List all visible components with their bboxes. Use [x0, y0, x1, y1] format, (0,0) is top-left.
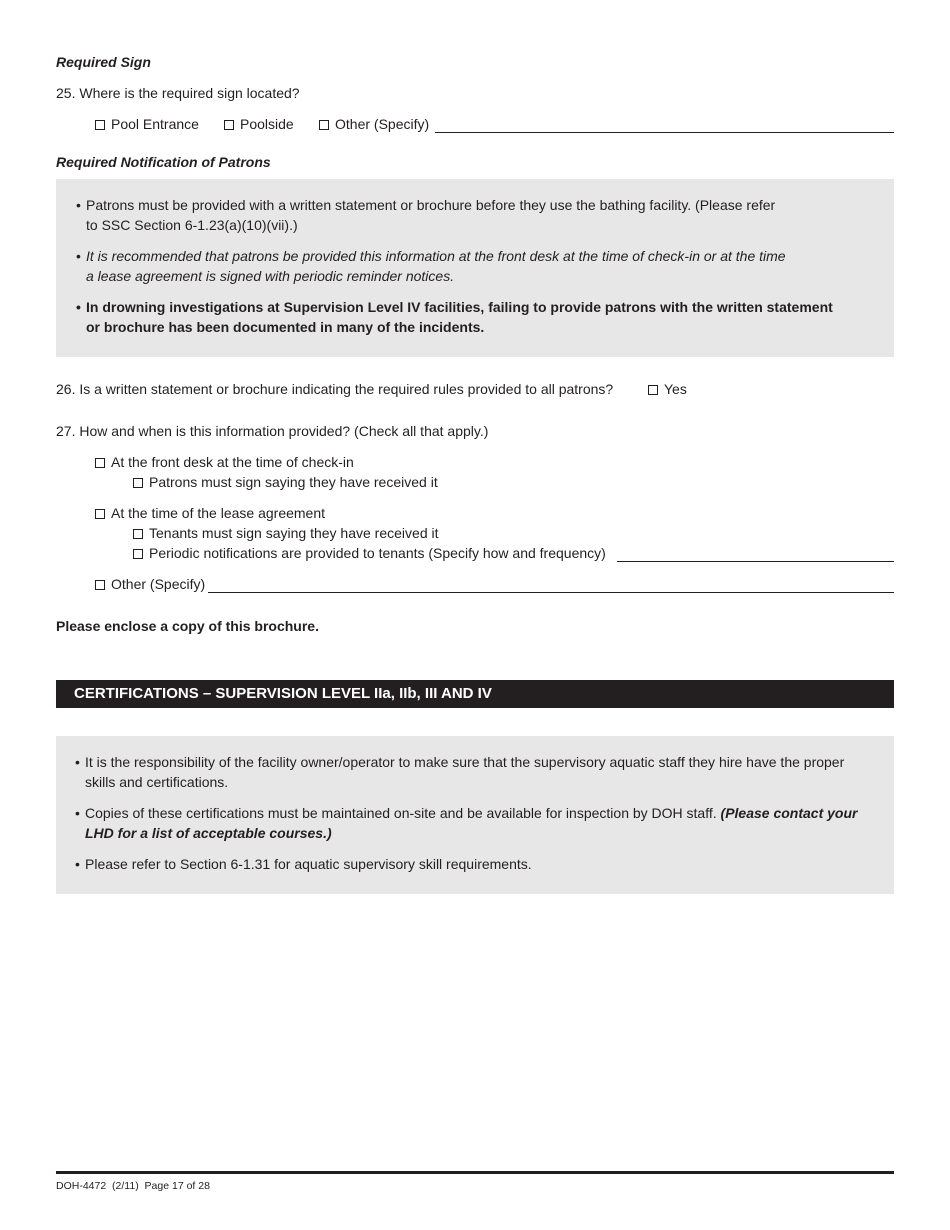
bullet-dot: •	[76, 197, 81, 213]
checkbox[interactable]	[133, 549, 143, 559]
bullet-line: to SSC Section 6-1.23(a)(10)(vii).)	[86, 217, 298, 233]
option-other[interactable]	[95, 574, 205, 594]
notification-bullet-1	[76, 195, 776, 235]
notification-bullet-3	[76, 297, 833, 337]
bullet-line: a lease agreement is signed with periodic reminder notices.	[86, 268, 455, 284]
option-patrons-sign[interactable]	[133, 472, 438, 492]
option-label: Patrons must sign saying they have received it	[149, 474, 438, 490]
option-label: Other (Specify)	[111, 576, 206, 592]
option-label: Other (Specify)	[335, 116, 430, 132]
cert-bullet-2	[75, 803, 858, 843]
option-label: Yes	[664, 381, 687, 397]
bullet-dot: •	[76, 299, 81, 315]
bullet-line: Please refer to Section 6-1.31 for aquatic supervisory skill requirements.	[85, 856, 532, 872]
checkbox[interactable]	[95, 580, 105, 590]
bullet-dot: •	[75, 856, 80, 872]
bullet-line: Patrons must be provided with a written statement or brochure before they use the bathing facility. (Please refer	[86, 197, 776, 213]
option-label: Poolside	[240, 116, 294, 132]
option-label: Periodic notifications are provided to tenants (Specify how and frequency)	[149, 545, 606, 561]
cert-bullet-1	[75, 752, 845, 792]
option-label: Tenants must sign saying they have received it	[149, 525, 439, 541]
notification-info-panel	[56, 179, 894, 357]
checkbox[interactable]	[648, 385, 658, 395]
checkbox[interactable]	[95, 509, 105, 519]
certifications-title: CERTIFICATIONS – SUPERVISION LEVEL IIa, IIb, III AND IV	[74, 685, 492, 702]
checkbox[interactable]	[95, 120, 105, 130]
bullet-line: or brochure has been documented in many of the incidents.	[86, 319, 485, 335]
option-label: At the time of the lease agreement	[111, 505, 326, 521]
bullet-line: Copies of these certifications must be maintained on-site and be available for inspection by DOH staff.	[85, 805, 717, 821]
option-label: At the front desk at the time of check-in	[111, 454, 354, 470]
bullet-dot: •	[75, 805, 80, 821]
notification-bullet-2	[76, 246, 786, 286]
option-yes[interactable]	[648, 379, 687, 399]
bullet-line: It is recommended that patrons be provided this information at the front desk at the time of check-in or at the time	[86, 248, 786, 264]
checkbox[interactable]	[95, 458, 105, 468]
option-other-specify[interactable]	[319, 114, 429, 134]
option-periodic-notifications[interactable]	[133, 543, 606, 563]
bullet-line: In drowning investigations at Supervision Level IV facilities, failing to provide patrons with the written statement	[86, 299, 833, 315]
bullet-line: It is the responsibility of the facility owner/operator to make sure that the supervisory aquatic staff they hire have the proper	[85, 754, 845, 770]
question-27: 27. How and when is this information provided? (Check all that apply.)	[56, 423, 489, 439]
footer-rule	[56, 1171, 894, 1174]
bullet-dot: •	[75, 754, 80, 770]
checkbox[interactable]	[133, 478, 143, 488]
form-id: DOH-4472	[56, 1180, 107, 1192]
bullet-line: LHD for a list of acceptable courses.)	[85, 825, 332, 841]
cert-bullet-3	[75, 854, 532, 874]
form-revision: (2/11)	[112, 1180, 139, 1192]
section-heading-required-sign: Required Sign	[56, 54, 151, 70]
other-specify-field-27[interactable]	[208, 574, 894, 593]
page-number: Page 17 of 28	[144, 1180, 210, 1192]
enclose-brochure-note: Please enclose a copy of this brochure.	[56, 618, 319, 634]
checkbox[interactable]	[224, 120, 234, 130]
option-lease-agreement[interactable]	[95, 503, 325, 523]
option-label: Pool Entrance	[111, 116, 199, 132]
question-26: 26. Is a written statement or brochure indicating the required rules provided to all patrons?	[56, 381, 614, 397]
bullet-dot: •	[76, 248, 81, 264]
option-front-desk[interactable]	[95, 452, 354, 472]
bullet-line: skills and certifications.	[85, 774, 229, 790]
bullet-emphasis: (Please contact your	[720, 805, 858, 821]
option-tenants-sign[interactable]	[133, 523, 439, 543]
section-heading-notification: Required Notification of Patrons	[56, 154, 271, 170]
checkbox[interactable]	[133, 529, 143, 539]
question-25: 25. Where is the required sign located?	[56, 85, 300, 101]
option-pool-entrance[interactable]	[95, 114, 199, 134]
page-footer	[56, 1179, 210, 1193]
checkbox[interactable]	[319, 120, 329, 130]
other-specify-field[interactable]	[435, 114, 894, 133]
certifications-section-bar	[56, 680, 894, 708]
option-poolside[interactable]	[224, 114, 294, 134]
periodic-specify-field[interactable]	[617, 543, 894, 562]
certifications-info-panel	[56, 736, 894, 894]
